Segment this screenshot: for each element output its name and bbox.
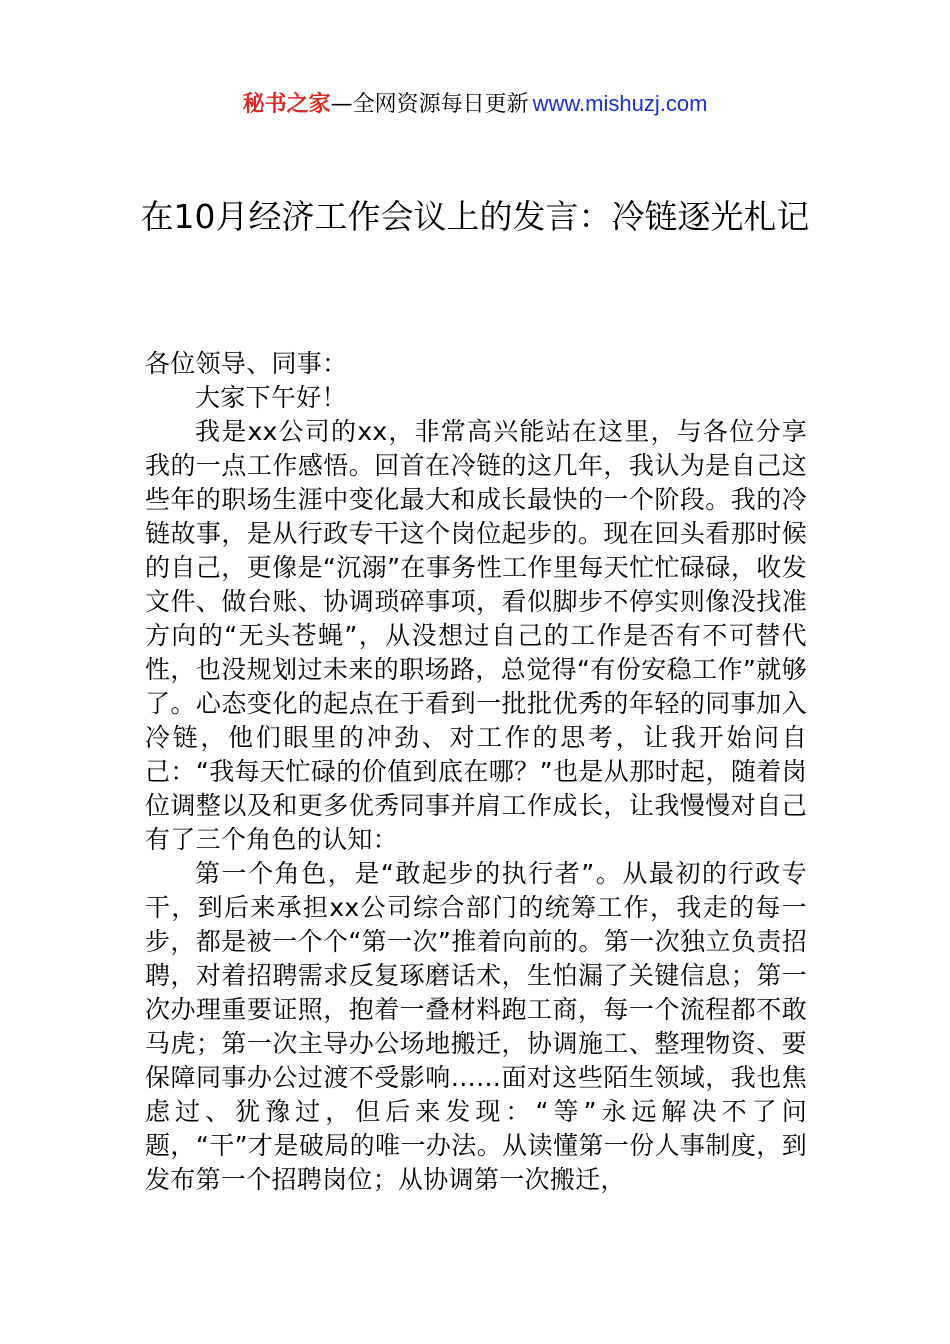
greeting: 大家下午好！	[195, 383, 347, 412]
site-header	[0, 86, 950, 123]
salutation: 各位领导、同事：	[145, 349, 348, 378]
brand-name: 秘书之家	[242, 92, 331, 117]
site-url-link[interactable]: www.mishuzj.com	[532, 91, 708, 116]
header-tagline: —全网资源每日更新	[330, 92, 529, 117]
body-paragraph: 我是xx公司的xx，非常高兴能站在这里，与各位分享我的一点工作感悟。回首在冷链的这几年，我认为是自己这些年的职场生涯中变化最大和成长最快的一个阶段。我的冷链故事，是从行政专干这个岗位起步的。现在回头看那时候的自己，更像是“沉溺”在事务性工作里每天忙忙碌碌，收发文件、做台账、协调琐碎事项，看似脚步不停实则像没找准方向的“无头苍蝇”，从没想过自己的工作是否有不可替代性，也没规划过未来的职场路，总觉得“有份安稳工作”就够了。心态变化的起点在于看到一批批优秀的年轻的同事加入冷链，他们眼里的冲劲、对工作的思考，让我开始问自己：“我每天忙碌的价值到底在哪？”也是从那时起，随着岗位调整以及和更多优秀同事并肩工作成长，让我慢慢对自己有了三个角色的认知：	[145, 417, 807, 854]
document-title: 在10月经济工作会议上的发言：冷链逐光札记	[140, 197, 810, 236]
body-paragraph: 第一个角色，是“敢起步的执行者”。从最初的行政专干，到后来承担xx公司综合部门的统筹工作，我走的每一步，都是被一个个“第一次”推着向前的。第一次独立负责招聘，对着招聘需求反复琢磨话术，生怕漏了关键信息；第一次办理重要证照，抱着一叠材料跑工商，每一个流程都不敢马虎；第一次主导办公场地搬迁，协调施工、整理物资、要保障同事办公过渡不受影响……面对这些陌生领域，我也焦虑过、犹豫过，但后来发现：“等”永远解决不了问题，“干”才是破局的唯一办法。从读懂第一份人事制度，到发布第一个招聘岗位；从协调第一次搬迁，	[145, 859, 807, 1194]
document-body	[145, 347, 807, 1197]
